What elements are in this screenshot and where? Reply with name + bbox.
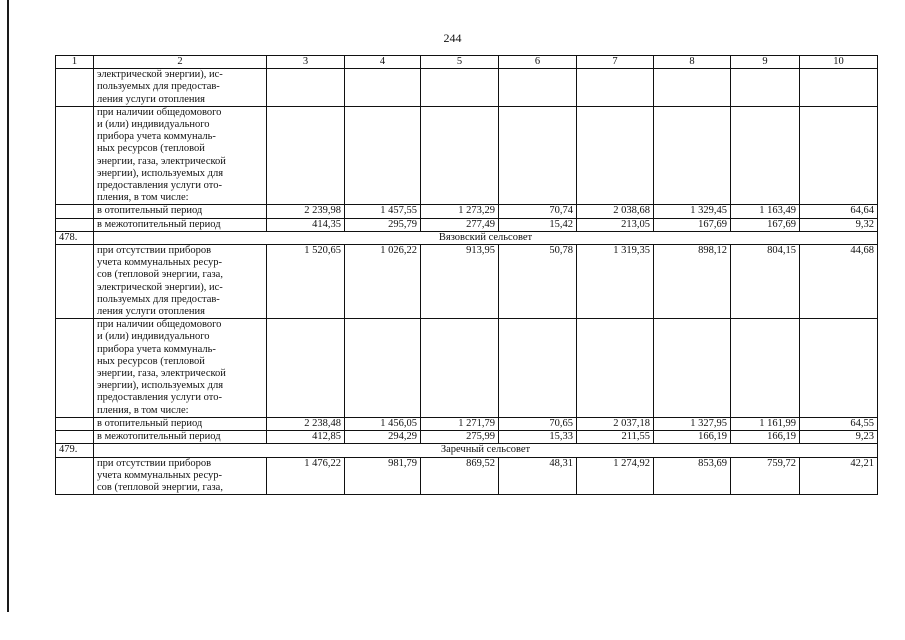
value-cell [345, 106, 421, 205]
table-body [56, 56, 878, 495]
value-cell: 295,79 [345, 218, 421, 231]
row-index [56, 106, 94, 205]
group-title: Вязовский сельсовет [94, 231, 878, 244]
value-cell: 167,69 [654, 218, 731, 231]
value-cell [345, 69, 421, 107]
value-cell: 70,74 [499, 205, 577, 218]
group-row [56, 231, 878, 244]
value-cell: 1 329,45 [654, 205, 731, 218]
value-cell [654, 69, 731, 107]
value-cell [267, 106, 345, 205]
value-cell: 213,05 [577, 218, 654, 231]
value-cell: 1 476,22 [267, 457, 345, 495]
value-cell: 412,85 [267, 431, 345, 444]
group-row [56, 444, 878, 457]
value-cell: 1 520,65 [267, 245, 345, 319]
row-description: в межотопительный период [94, 218, 267, 231]
value-cell: 9,32 [800, 218, 878, 231]
value-cell [731, 319, 800, 418]
value-cell: 42,21 [800, 457, 878, 495]
value-cell: 981,79 [345, 457, 421, 495]
value-cell: 50,78 [499, 245, 577, 319]
value-cell: 1 274,92 [577, 457, 654, 495]
value-cell: 2 038,68 [577, 205, 654, 218]
value-cell: 64,64 [800, 205, 878, 218]
value-cell: 2 238,48 [267, 417, 345, 430]
row-description: при наличии общедомового и (или) индивидуального прибора учета коммуналь- ных ресурсов (тепловой энергии, газа, электрической энергии), используемых для предоставления услуги ото- пления, в том числе: [94, 319, 267, 418]
value-cell: 44,68 [800, 245, 878, 319]
row-index [56, 218, 94, 231]
value-cell [800, 69, 878, 107]
value-cell: 1 163,49 [731, 205, 800, 218]
value-cell: 1 319,35 [577, 245, 654, 319]
row-description: в отопительный период [94, 205, 267, 218]
value-cell [421, 319, 499, 418]
tariff-table [55, 55, 878, 495]
row-description: при отсутствии приборов учета коммунальных ресур- сов (тепловой энергии, газа, [94, 457, 267, 495]
table-row [56, 205, 878, 218]
table-row [56, 457, 878, 495]
row-index: 478. [56, 231, 94, 244]
value-cell: 913,95 [421, 245, 499, 319]
value-cell [499, 69, 577, 107]
row-index [56, 431, 94, 444]
value-cell: 294,29 [345, 431, 421, 444]
value-cell [800, 106, 878, 205]
value-cell: 804,15 [731, 245, 800, 319]
page-number: 244 [443, 31, 462, 45]
value-cell [267, 319, 345, 418]
value-cell: 898,12 [654, 245, 731, 319]
row-index [56, 245, 94, 319]
row-description: при отсутствии приборов учета коммунальных ресур- сов (тепловой энергии, газа, электрической энергии), ис- пользуемых для предостав- ления услуги отопления [94, 245, 267, 319]
value-cell: 15,33 [499, 431, 577, 444]
row-description: электрической энергии), ис- пользуемых для предостав- ления услуги отопления [94, 69, 267, 107]
value-cell: 277,49 [421, 218, 499, 231]
value-cell: 1 026,22 [345, 245, 421, 319]
value-cell: 869,52 [421, 457, 499, 495]
row-index [56, 319, 94, 418]
value-cell: 166,19 [654, 431, 731, 444]
table-row [56, 417, 878, 430]
value-cell: 1 457,55 [345, 205, 421, 218]
value-cell: 64,55 [800, 417, 878, 430]
group-title: Заречный сельсовет [94, 444, 878, 457]
column-number: 8 [654, 56, 731, 69]
table-row [56, 431, 878, 444]
row-description: в отопительный период [94, 417, 267, 430]
value-cell: 1 271,79 [421, 417, 499, 430]
row-description: при наличии общедомового и (или) индивидуального прибора учета коммуналь- ных ресурсов (тепловой энергии, газа, электрической энергии), используемых для предоставления услуги ото- пления, в том числе: [94, 106, 267, 205]
value-cell: 1 327,95 [654, 417, 731, 430]
column-number: 6 [499, 56, 577, 69]
column-number: 4 [345, 56, 421, 69]
column-number: 9 [731, 56, 800, 69]
value-cell: 15,42 [499, 218, 577, 231]
column-number: 7 [577, 56, 654, 69]
value-cell: 211,55 [577, 431, 654, 444]
value-cell [499, 319, 577, 418]
value-cell: 275,99 [421, 431, 499, 444]
value-cell: 2 239,98 [267, 205, 345, 218]
column-number: 10 [800, 56, 878, 69]
row-index [56, 457, 94, 495]
table-row [56, 106, 878, 205]
value-cell [577, 106, 654, 205]
value-cell [421, 106, 499, 205]
value-cell: 1 456,05 [345, 417, 421, 430]
value-cell: 70,65 [499, 417, 577, 430]
value-cell [800, 319, 878, 418]
table-row [56, 69, 878, 107]
value-cell [345, 319, 421, 418]
value-cell [731, 69, 800, 107]
value-cell [421, 69, 499, 107]
row-index [56, 205, 94, 218]
row-index [56, 417, 94, 430]
column-number: 2 [94, 56, 267, 69]
value-cell [654, 106, 731, 205]
value-cell [577, 319, 654, 418]
table-row [56, 245, 878, 319]
table-row [56, 218, 878, 231]
value-cell [499, 106, 577, 205]
row-description: в межотопительный период [94, 431, 267, 444]
column-number: 1 [56, 56, 94, 69]
value-cell: 1 273,29 [421, 205, 499, 218]
row-index [56, 69, 94, 107]
value-cell [267, 69, 345, 107]
row-index: 479. [56, 444, 94, 457]
value-cell: 2 037,18 [577, 417, 654, 430]
table-row [56, 319, 878, 418]
value-cell: 167,69 [731, 218, 800, 231]
value-cell: 9,23 [800, 431, 878, 444]
scan-edge-line [7, 0, 9, 612]
value-cell [577, 69, 654, 107]
value-cell: 166,19 [731, 431, 800, 444]
column-number: 3 [267, 56, 345, 69]
value-cell: 48,31 [499, 457, 577, 495]
value-cell: 759,72 [731, 457, 800, 495]
value-cell: 1 161,99 [731, 417, 800, 430]
value-cell: 414,35 [267, 218, 345, 231]
value-cell: 853,69 [654, 457, 731, 495]
value-cell [731, 106, 800, 205]
column-number-row [56, 56, 878, 69]
value-cell [654, 319, 731, 418]
column-number: 5 [421, 56, 499, 69]
